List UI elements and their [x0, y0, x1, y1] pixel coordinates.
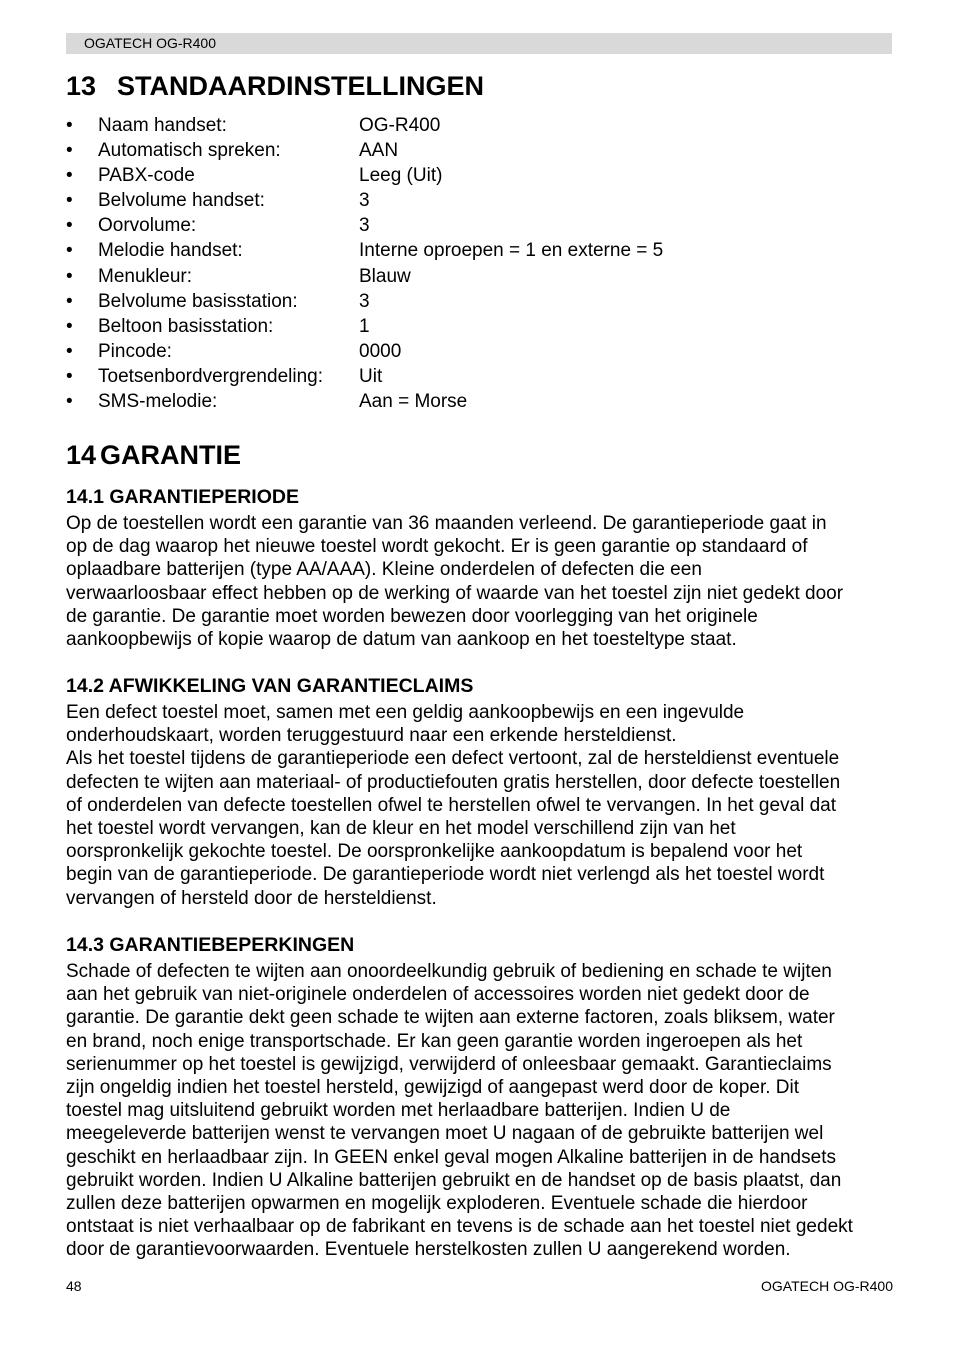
- text-line: het toestel wordt vervangen, kan de kleur en het model verschillend zijn van het: [66, 818, 736, 840]
- bullet-marker: •: [66, 315, 73, 337]
- text-line: Op de toestellen wordt een garantie van 36 maanden verleend. De garantieperiode gaat in: [66, 513, 827, 534]
- text-line: op de dag waarop het nieuwe toestel wordt gekocht. Er is geen garantie op standaard of: [66, 536, 808, 558]
- setting-label: Oorvolume:: [98, 215, 197, 237]
- setting-value: 0000: [359, 340, 402, 362]
- text-line: onderhoudskaart, worden teruggestuurd naar een erkende hersteldienst.: [66, 725, 677, 747]
- setting-label: Pincode:: [98, 340, 172, 362]
- section-14-title: GARANTIE: [100, 440, 241, 470]
- setting-value: Uit: [359, 365, 383, 387]
- setting-value: Aan = Morse: [359, 391, 468, 413]
- text-line: ontstaat is niet verhaalbaar op de fabrikant en tevens is de schade aan het toestel niet gedekt: [66, 1216, 853, 1238]
- subsection-14-2-text: [66, 701, 894, 910]
- setting-label: Belvolume handset:: [98, 190, 265, 212]
- setting-value: OG-R400: [359, 115, 441, 136]
- bullet-marker: •: [66, 140, 73, 162]
- text-line: verwaarloosbaar effect hebben op de werking of waarde van het toestel zijn niet gedekt door: [66, 582, 844, 604]
- text-line: Een defect toestel moet, samen met een geldig aankoopbewijs en een ingevulde: [66, 702, 745, 723]
- text-line: Schade of defecten te wijten aan onoordeelkundig gebruik of bediening en schade te wijten: [66, 961, 832, 982]
- running-header-text: OGATECH OG-R400: [84, 35, 216, 51]
- setting-label: SMS-melodie:: [98, 391, 218, 413]
- subsection-14-1-text: [66, 512, 894, 651]
- setting-value: 3: [359, 215, 370, 237]
- text-line: of onderdelen van defecte toestellen ofwel te herstellen ofwel te vervangen. In het geval dat: [66, 794, 837, 816]
- section-13-number: 13: [66, 71, 97, 101]
- bullet-marker: •: [66, 290, 73, 312]
- text-line: Als het toestel tijdens de garantieperiode een defect vertoont, zal de hersteldienst eventuele: [66, 748, 840, 770]
- text-line: zijn ongeldig indien het toestel hersteld, gewijzigd of aangepast werd door de koper. Dit: [66, 1077, 800, 1099]
- setting-label: Menukleur:: [98, 265, 192, 287]
- setting-value: Leeg (Uit): [359, 165, 443, 187]
- setting-label: Belvolume basisstation:: [98, 290, 298, 312]
- setting-label: PABX-code: [98, 165, 195, 187]
- text-line: aankoopbewijs of kopie waarop de datum van aankoop en het toesteltype staat.: [66, 629, 737, 651]
- subsection-14-1-title: 14.1 GARANTIEPERIODE: [66, 486, 299, 508]
- setting-label: Toetsenbordvergrendeling:: [98, 365, 323, 387]
- text-line: oplaadbare batterijen (type AA/AAA). Kleine onderdelen of defecten die een: [66, 559, 702, 581]
- section-13-title: STANDAARDINSTELLINGEN: [117, 71, 484, 101]
- bullet-marker: •: [66, 391, 73, 413]
- bullet-marker: •: [66, 365, 73, 387]
- text-line: aan het gebruik van niet-originele onderdelen of accessoires worden niet gedekt door de: [66, 984, 810, 1006]
- bullet-marker: •: [66, 215, 73, 237]
- setting-value: 3: [359, 290, 370, 312]
- setting-value: AAN: [359, 140, 399, 162]
- text-line: zullen deze batterijen opwarmen en mogelijk exploderen. Eventuele schade die hierdoor: [66, 1193, 808, 1215]
- text-line: defecten te wijten aan materiaal- of productiefouten gratis herstellen, door defecte toestellen: [66, 771, 841, 793]
- text-line: en brand, noch enige transportschade. Er kan geen garantie worden ingeroepen als het: [66, 1030, 803, 1052]
- setting-value: 3: [359, 190, 370, 212]
- text-line: garantie. De garantie dekt geen schade te wijten aan externe factoren, zoals bliksem, water: [66, 1007, 835, 1029]
- text-line: gebruikt worden. Indien U Alkaline batterijen gebruikt en de handset op de basis plaatst, dan: [66, 1169, 842, 1191]
- section-14-number: 14: [66, 440, 97, 470]
- setting-label: Melodie handset:: [98, 240, 243, 262]
- text-line: oorspronkelijk gekochte toestel. De oorspronkelijke aankoopdatum is bepalend voor het: [66, 841, 803, 863]
- subsection-14-3-text: [66, 960, 894, 1262]
- section-13-heading: [66, 70, 484, 102]
- text-line: serienummer op het toestel is gewijzigd, verwijderd of onleesbaar gemaakt. Garantieclaims: [66, 1053, 832, 1075]
- text-line: meegeleverde batterijen wenst te vervangen moet U nagaan of de gebruikte batterijen wel: [66, 1123, 824, 1145]
- text-line: geschikt en herlaadbaar zijn. In GEEN enkel geval mogen Alkaline batterijen in de handsets: [66, 1146, 836, 1168]
- bullet-marker: •: [66, 190, 73, 212]
- bullet-marker: •: [66, 340, 73, 362]
- setting-label: Automatisch spreken:: [98, 140, 281, 162]
- text-line: begin van de garantieperiode. De garantieperiode wordt niet verlengd als het toestel wordt: [66, 864, 825, 886]
- setting-label: Naam handset:: [98, 115, 227, 136]
- page-number: 48: [66, 1278, 82, 1294]
- setting-value: Interne oproepen = 1 en externe = 5: [359, 240, 664, 262]
- text-line: door de garantievoorwaarden. Eventuele herstelkosten zullen U aangerekend worden.: [66, 1239, 791, 1261]
- setting-value: 1: [359, 315, 370, 337]
- text-line: toestel mag uitsluitend gebruikt worden met herlaadbare batterijen. Indien U de: [66, 1100, 731, 1122]
- bullet-marker: •: [66, 240, 73, 262]
- bullet-marker: •: [66, 165, 73, 187]
- bullet-marker: •: [66, 265, 73, 287]
- setting-value: Blauw: [359, 265, 411, 287]
- running-header: [66, 33, 892, 54]
- setting-label: Beltoon basisstation:: [98, 315, 274, 337]
- text-line: de garantie. De garantie moet worden bewezen door voorlegging van het originele: [66, 605, 758, 627]
- subsection-14-2-title: 14.2 AFWIKKELING VAN GARANTIECLAIMS: [66, 675, 474, 697]
- section-14-heading: [66, 439, 241, 471]
- subsection-14-3-title: 14.3 GARANTIEBEPERKINGEN: [66, 934, 355, 956]
- footer-product-name: OGATECH OG-R400: [761, 1278, 893, 1294]
- text-line: vervangen of hersteld door de hersteldienst.: [66, 887, 437, 909]
- bullet-marker: •: [66, 115, 73, 136]
